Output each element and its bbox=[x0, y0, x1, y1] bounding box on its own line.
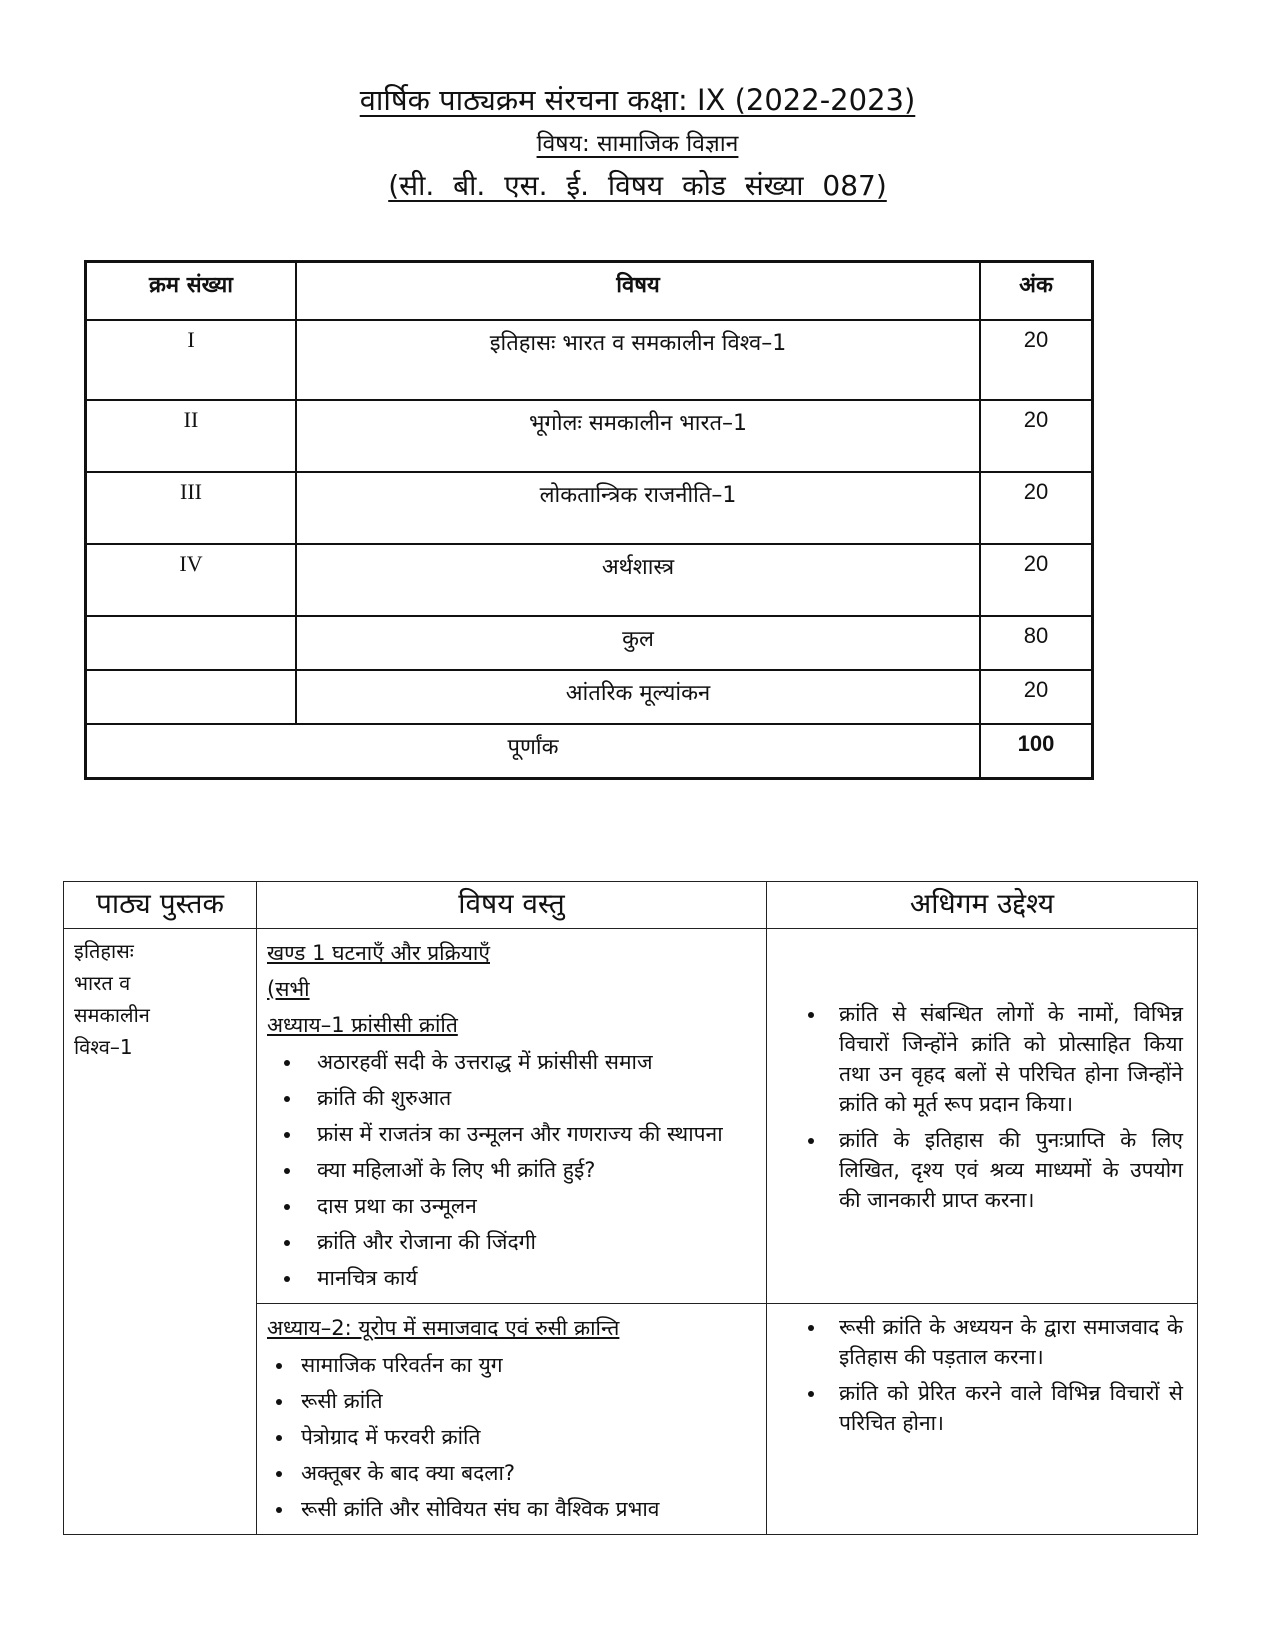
textbook-cell bbox=[64, 929, 257, 1535]
objectives-cell bbox=[767, 1304, 1198, 1535]
content-cell bbox=[257, 929, 767, 1304]
table-header-row bbox=[64, 882, 1198, 929]
serial-cell bbox=[86, 670, 297, 724]
table-row bbox=[64, 929, 1198, 1304]
table-row bbox=[86, 320, 1093, 400]
subject-code-heading: (सी. बी. एस. ई. विषय कोड संख्या 087) bbox=[388, 169, 887, 202]
column-header-textbook: पाठ्य पुस्तक bbox=[64, 882, 257, 929]
section-heading: खण्ड 1 घटनाएँ और प्रक्रियाएँ bbox=[267, 941, 490, 965]
list-item: • क्रांति और रोजाना की जिंदगी bbox=[303, 1227, 758, 1257]
list-item: • मानचित्र कार्य bbox=[303, 1263, 758, 1293]
column-header-content: विषय वस्तु bbox=[257, 882, 767, 929]
content-cell bbox=[257, 1304, 767, 1535]
list-item: • क्रांति को प्रेरित करने वाले विभिन्न विचारों से परिचित होना। bbox=[827, 1378, 1183, 1438]
table-row bbox=[86, 670, 1093, 724]
serial-cell bbox=[86, 616, 297, 670]
marks-cell: 20 bbox=[980, 400, 1093, 472]
topic-list bbox=[267, 1350, 758, 1524]
topic-list bbox=[267, 1047, 758, 1293]
table-row bbox=[86, 400, 1093, 472]
subject-cell: इतिहासः भारत व समकालीन विश्व–1 bbox=[296, 320, 980, 400]
subject-cell: भूगोलः समकालीन भारत–1 bbox=[296, 400, 980, 472]
textbook-line: समकालीन bbox=[74, 1003, 150, 1027]
column-header-marks: अंक bbox=[980, 262, 1093, 321]
section-note: (सभी bbox=[267, 977, 310, 1001]
list-item: • अठारहवीं सदी के उत्तराद्ध में फ्रांसीसी समाज bbox=[303, 1047, 758, 1077]
list-item: • फ्रांस में राजतंत्र का उन्मूलन और गणराज्य की स्थापना bbox=[303, 1119, 758, 1149]
subject-cell: अर्थशास्त्र bbox=[296, 544, 980, 616]
textbook-line: विश्व–1 bbox=[74, 1035, 133, 1059]
chapter-title: अध्याय–1 फ्रांसीसी क्रांति bbox=[267, 1013, 458, 1037]
syllabus-table bbox=[63, 881, 1198, 1535]
marks-cell: 20 bbox=[980, 320, 1093, 400]
list-item: • दास प्रथा का उन्मूलन bbox=[303, 1191, 758, 1221]
objective-list bbox=[777, 1312, 1183, 1438]
marks-cell: 20 bbox=[980, 670, 1093, 724]
serial-cell: IV bbox=[86, 544, 297, 616]
column-header-serial: क्रम संख्या bbox=[86, 262, 297, 321]
table-row bbox=[86, 616, 1093, 670]
list-item: • क्रांति की शुरुआत bbox=[303, 1083, 758, 1113]
subject-cell: आंतरिक मूल्यांकन bbox=[296, 670, 980, 724]
column-header-objectives: अधिगम उद्देश्य bbox=[767, 882, 1198, 929]
subject-heading: विषय: सामाजिक विज्ञान bbox=[536, 131, 739, 157]
total-row bbox=[86, 724, 1093, 779]
list-item: • सामाजिक परिवर्तन का युग bbox=[295, 1350, 758, 1380]
table-row bbox=[86, 544, 1093, 616]
objective-list bbox=[777, 999, 1183, 1215]
serial-cell: II bbox=[86, 400, 297, 472]
table-row bbox=[86, 472, 1093, 544]
marks-cell: 80 bbox=[980, 616, 1093, 670]
column-header-subject: विषय bbox=[296, 262, 980, 321]
chapter-title: अध्याय–2: यूरोप में समाजवाद एवं रुसी क्रान्ति bbox=[267, 1316, 620, 1340]
list-item: • क्या महिलाओं के लिए भी क्रांति हुई? bbox=[303, 1155, 758, 1185]
textbook-line: इतिहासः bbox=[74, 939, 134, 963]
page-title: वार्षिक पाठ्यक्रम संरचना कक्षा: IX (2022-2023) bbox=[359, 83, 916, 117]
serial-cell: I bbox=[86, 320, 297, 400]
marks-cell: 20 bbox=[980, 544, 1093, 616]
total-marks: 100 bbox=[980, 724, 1093, 779]
list-item: • रूसी क्रांति bbox=[295, 1386, 758, 1416]
marks-distribution-table bbox=[84, 260, 1094, 780]
serial-cell: III bbox=[86, 472, 297, 544]
marks-cell: 20 bbox=[980, 472, 1093, 544]
list-item: • रूसी क्रांति और सोवियत संघ का वैश्विक प्रभाव bbox=[295, 1494, 758, 1524]
list-item: • क्रांति के इतिहास की पुनःप्राप्ति के लिए लिखित, दृश्य एवं श्रव्य माध्यमों के उपयोग की जानकारी प्राप्त करना। bbox=[827, 1125, 1183, 1215]
list-item: • अक्तूबर के बाद क्या बदला? bbox=[295, 1458, 758, 1488]
list-item: • रूसी क्रांति के अध्ययन के द्वारा समाजवाद के इतिहास की पड़ताल करना। bbox=[827, 1312, 1183, 1372]
total-label: पूर्णांक bbox=[86, 724, 981, 779]
textbook-line: भारत व bbox=[74, 971, 131, 995]
table-header-row bbox=[86, 262, 1093, 321]
subject-cell: लोकतान्त्रिक राजनीति–1 bbox=[296, 472, 980, 544]
objectives-cell bbox=[767, 929, 1198, 1304]
subject-cell: कुल bbox=[296, 616, 980, 670]
list-item: • क्रांति से संबन्धित लोगों के नामों, विभिन्न विचारों जिन्होंने क्रांति को प्रोत्साहित किया तथा उन वृहद बलों से परिचित होना जिन्होंने क्रांति को मूर्त रूप प्रदान किया। bbox=[827, 999, 1183, 1119]
list-item: • पेत्रोग्राद में फरवरी क्रांति bbox=[295, 1422, 758, 1452]
